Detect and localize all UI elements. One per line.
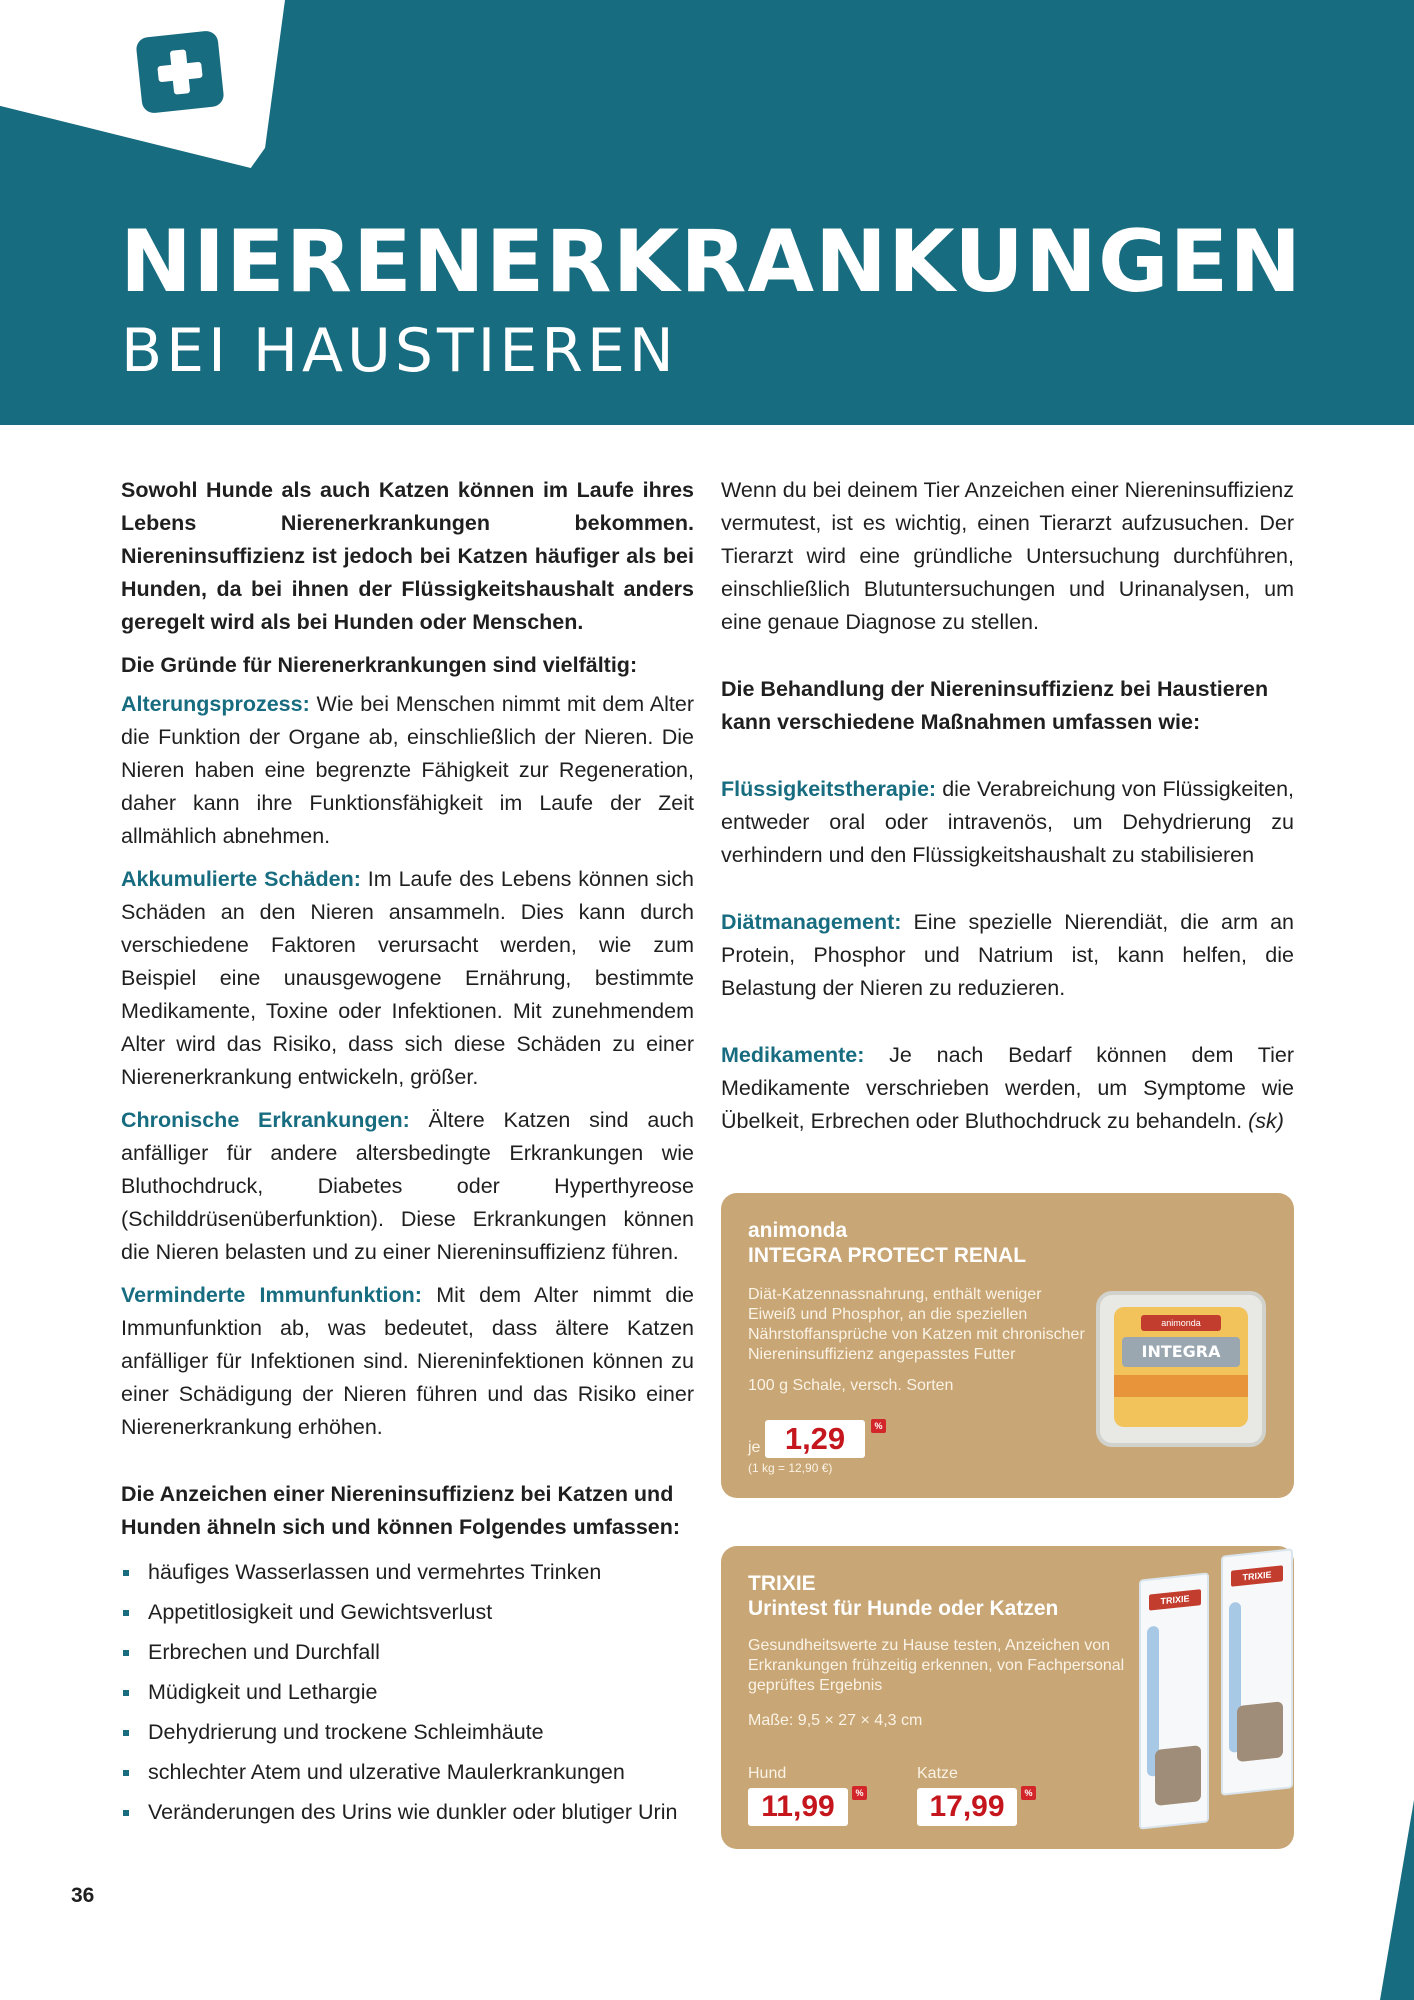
product-name: Urintest für Hunde oder Katzen [748,1597,1059,1620]
reason-paragraph [121,1279,694,1444]
tray-brand: INTEGRA [1122,1337,1240,1367]
discount-badge: % [852,1786,867,1800]
product-brand: TRIXIE [748,1572,816,1595]
variant-label-dog: Hund [748,1765,787,1782]
treatment-term: Medikamente: [721,1043,865,1067]
variant-label-cat: Katze [917,1765,958,1782]
page-number: 36 [71,1884,95,1907]
treatment-text: Je nach Bedarf können dem Tier Medikamente verschrieben werden, um Symptome wie Übelkeit, Erbrechen oder Bluthochdruck zu behandeln. [721,1043,1294,1133]
product-description: Gesundheitswerte zu Hause testen, Anzeichen von Erkrankungen frühzeitig erkennen, von Fachpersonal geprüftes Ergebnis [748,1637,1125,1694]
product-size: Maße: 9,5 × 27 × 4,3 cm [748,1712,923,1729]
reason-term: Akkumulierte Schäden: [121,867,361,891]
right-column [721,474,1294,1138]
tray-stripe [1114,1375,1248,1397]
reason-term: Alterungsprozess: [121,692,310,716]
symptom-text: häufiges Wasserlassen und vermehrtes Trinken [148,1560,602,1584]
tray-logo: animonda [1141,1315,1221,1331]
treatment-paragraph [721,1039,1294,1138]
product-image-box [1221,1548,1293,1796]
bullet-icon [123,1690,129,1696]
reason-text: Im Laufe des Lebens können sich Schäden an den Nieren ansammeln. Dies kann durch verschiedene Faktoren verursacht werden, wie zum Beispiel eine unausgewogene Ernährung, bestimmte Medikamente, Toxine oder Infektionen. Mit zunehmendem Alter wird das Risiko, dass sich diese Schäden zu einer Nierenerkrankung entwickeln, größer. [121,867,694,1089]
symptoms-list [121,1556,694,1829]
left-column [121,474,694,1836]
vet-paragraph: Wenn du bei deinem Tier Anzeichen einer Niereninsuffizienz vermutest, ist es wichtig, einen Tierarzt aufzusuchen. Der Tierarzt wird eine gründliche Untersuchung durchführen, einschließlich Blutuntersuchungen und Urinanalysen, um eine genaue Diagnose zu stellen. [721,478,1294,634]
symptom-text: Dehydrierung und trockene Schleimhäute [148,1720,544,1744]
price-box-dog: 11,99 [748,1788,848,1826]
price-prefix: je [748,1439,761,1456]
product-image-box [1139,1572,1209,1829]
bullet-icon [123,1810,129,1816]
product-description: Diät-Katzennassnahrung, enthält weniger Eiweiß und Phosphor, an die speziellen Nährstoffansprüche von Katzen mit chronischer Niereninsuffizienz angepasstes Futter [748,1286,1085,1363]
pack-photo [1237,1701,1283,1762]
symptom-text: Appetitlosigkeit und Gewichtsverlust [148,1600,493,1624]
treatment-heading: Die Behandlung der Niereninsuffizienz bei Haustieren kann verschiedene Maßnahmen umfassen wie: [721,677,1269,734]
list-item [121,1796,694,1829]
symptom-text: schlechter Atem und ulzerative Maulerkrankungen [148,1760,625,1784]
intro-paragraph: Sowohl Hunde als auch Katzen können im Laufe ihres Lebens Nierenerkrankungen bekommen. Niereninsuffizienz ist jedoch bei Katzen häufiger als bei Hunden, da bei ihnen der Flüssigkeitshaushalt anders geregelt wird als bei Hunden oder Menschen. [121,478,694,634]
product-card-animonda[interactable] [721,1193,1294,1498]
product-brand: animonda [748,1219,848,1242]
treatment-paragraph [721,773,1294,872]
list-item [121,1676,694,1709]
reason-paragraph [121,863,694,1094]
list-item [121,1756,694,1789]
discount-badge: % [871,1419,886,1433]
pack-logo: TRIXIE [1149,1589,1201,1610]
corner-accent [1380,1800,1414,2000]
price-box-cat: 17,99 [917,1788,1017,1826]
treatment-paragraph [721,906,1294,1005]
product-image-tray [1096,1291,1266,1447]
page-title: NIERENERKRANKUNGEN [120,212,1303,312]
bullet-icon [123,1730,129,1736]
reason-term: Chronische Erkrankungen: [121,1108,410,1132]
reason-text: Mit dem Alter nimmt die Immunfunktion ab, was bedeutet, dass ältere Katzen anfälliger für Infektionen sind. Niereninfektionen können zu einer Schädigung der Nieren führen und das Risiko einer Nierenerkrankung erhöhen. [121,1283,695,1439]
page-subtitle: BEI HAUSTIEREN [121,316,678,386]
reasons-heading: Die Gründe für Nierenerkrankungen sind vielfältig: [121,653,638,677]
plus-icon [135,30,224,114]
product-size: 100 g Schale, versch. Sorten [748,1377,954,1394]
author-signature: (sk) [1248,1109,1284,1133]
price-box: 1,29 [765,1420,865,1458]
unit-price: (1 kg = 12,90 €) [748,1461,833,1475]
treatment-text: die Verabreichung von Flüssigkeiten, entweder oral oder intravenös, um Dehydrierung zu verhindern und den Flüssigkeitshaushalt zu stabilisieren [721,777,1294,867]
bullet-icon [123,1570,129,1576]
treatment-term: Flüssigkeitstherapie: [721,777,937,801]
reason-term: Verminderte Immunfunktion: [121,1283,422,1307]
reason-text: Wie bei Menschen nimmt mit dem Alter die Funktion der Organe ab, einschließlich der Nieren. Die Nieren haben eine begrenzte Fähigkeit zur Regeneration, daher kann ihre Funktionsfähigkeit im Laufe der Zeit allmählich abnehmen. [121,692,694,848]
list-item [121,1556,694,1589]
bullet-icon [123,1770,129,1776]
symptoms-heading: Die Anzeichen einer Niereninsuffizienz bei Katzen und Hunden ähneln sich und können Folgendes umfassen: [121,1482,681,1539]
bullet-icon [123,1610,129,1616]
symptom-text: Müdigkeit und Lethargie [148,1680,378,1704]
symptom-text: Veränderungen des Urins wie dunkler oder blutiger Urin [148,1800,678,1824]
reason-text: Ältere Katzen sind auch anfälliger für andere altersbedingte Erkrankungen wie Bluthochdruck, Diabetes oder Hyperthyreose (Schilddrüsenüberfunktion). Diese Erkrankungen können die Nieren belasten und zu einer Niereninsuffizienz führen. [121,1108,694,1264]
header-banner [0,0,1414,425]
discount-badge: % [1021,1786,1036,1800]
reason-paragraph [121,1104,694,1269]
list-item [121,1636,694,1669]
product-card-trixie[interactable] [721,1546,1294,1849]
tray-label [1114,1307,1248,1427]
product-name: INTEGRA PROTECT RENAL [748,1244,1027,1267]
pack-photo [1155,1745,1201,1806]
list-item [121,1596,694,1629]
reason-paragraph [121,688,694,853]
symptom-text: Erbrechen und Durchfall [148,1640,380,1664]
treatment-text: Eine spezielle Nierendiät, die arm an Protein, Phosphor und Natrium ist, kann helfen, die Belastung der Nieren zu reduzieren. [721,910,1294,1000]
pack-logo: TRIXIE [1231,1565,1283,1586]
bullet-icon [123,1650,129,1656]
list-item [121,1716,694,1749]
treatment-term: Diätmanagement: [721,910,902,934]
